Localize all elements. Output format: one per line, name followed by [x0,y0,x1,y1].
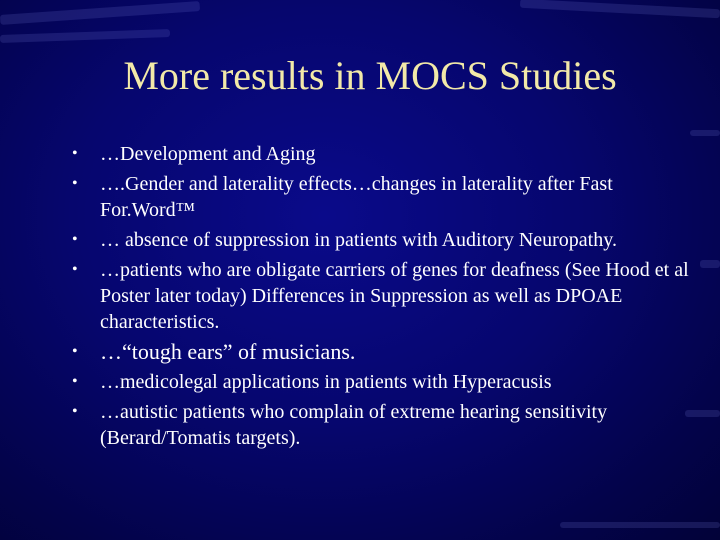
bullet-item [72,399,692,451]
bullet-text: ….Gender and laterality effects…changes in laterality after Fast For.Word™ [100,173,613,221]
bullet-dot-icon: • [72,403,78,420]
bullet-list [72,141,692,455]
bullet-item [72,257,692,335]
bullet-dot-icon: • [72,145,78,162]
bullet-item [72,369,692,395]
bullet-item [72,141,692,167]
bullet-dot-icon: • [72,261,78,278]
background-stripe [560,522,720,528]
background-stripe [0,1,200,25]
bullet-text: … absence of suppression in patients with Auditory Neuropathy. [100,229,617,251]
background-stripe [700,260,720,268]
bullet-text: …patients who are obligate carriers of genes for deafness (See Hood et al Poster later today) Differences in Suppression as well as DPOAE characteristics. [100,259,689,333]
bullet-text: …Development and Aging [100,143,316,165]
bullet-dot-icon: • [72,175,78,192]
bullet-item [72,339,692,365]
bullet-text: …autistic patients who complain of extreme hearing sensitivity (Berard/Tomatis targets). [100,401,608,449]
background-stripe [520,0,720,18]
bullet-text: …medicolegal applications in patients with Hyperacusis [100,371,552,393]
background-stripe [0,29,170,43]
bullet-dot-icon: • [72,343,78,360]
bullet-item [72,227,692,253]
slide-title: More results in MOCS Studies [123,53,617,98]
bullet-text: …“tough ears” of musicians. [100,339,356,364]
bullet-dot-icon: • [72,231,78,248]
background-stripe [690,130,720,136]
bullet-dot-icon: • [72,373,78,390]
bullet-item [72,171,692,223]
